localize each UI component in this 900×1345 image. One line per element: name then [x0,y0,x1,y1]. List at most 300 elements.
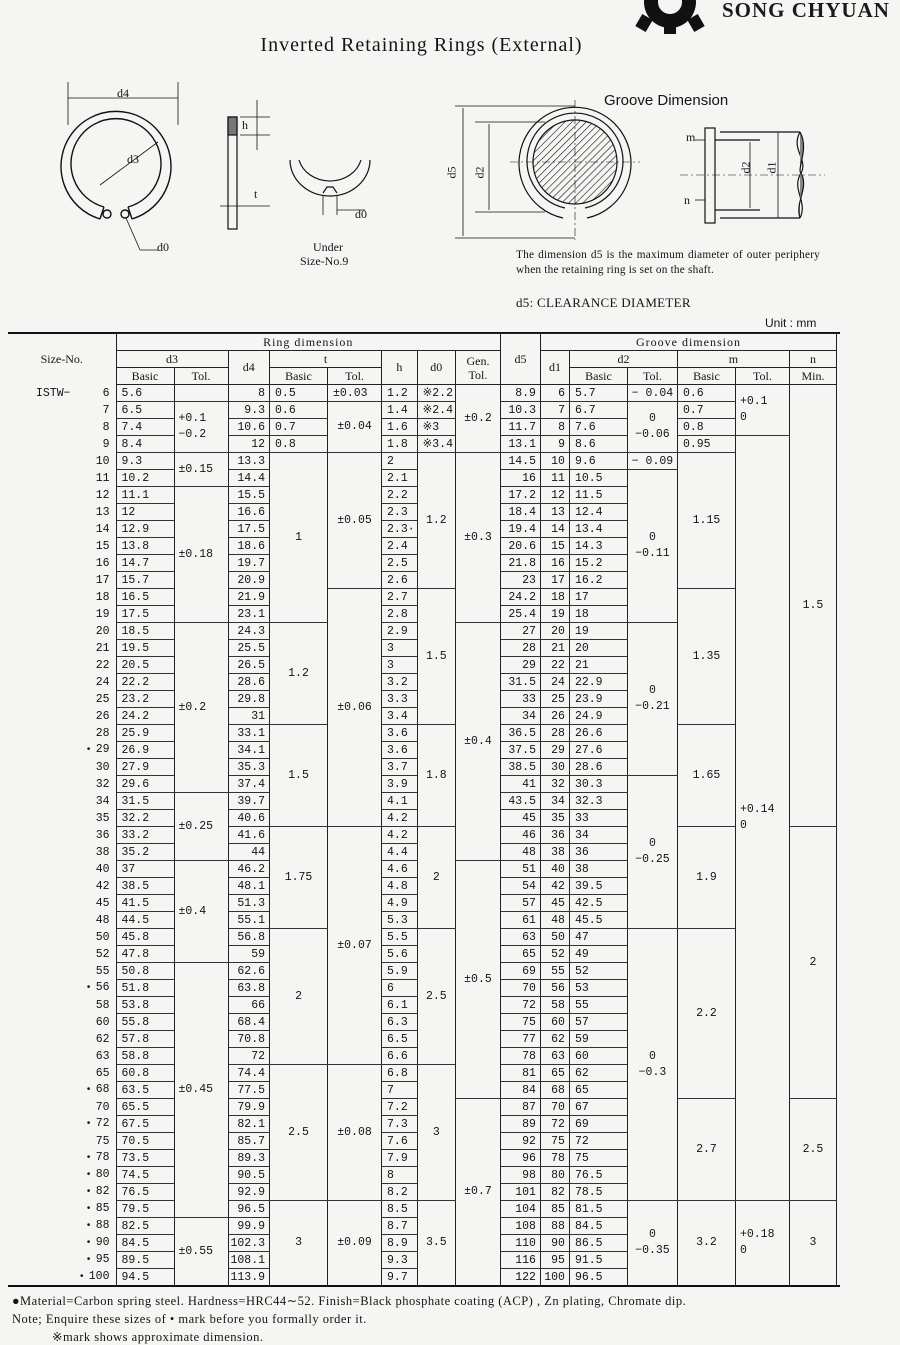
h-cell: 7.9 [382,1150,418,1167]
m-basic-cell: 0.7 [677,402,735,419]
d3-basic-cell: 31.5 [116,793,174,810]
size-value: 30 [95,760,110,774]
d3-basic-cell: 47.8 [116,946,174,963]
d5-cell: 13.1 [500,436,540,453]
enquire-mark-icon: • [85,1255,92,1266]
d1-cell: 28 [540,725,569,742]
d2-basic-cell: 11.5 [569,487,627,504]
d5-cell: 104 [500,1201,540,1218]
table-row [8,725,836,742]
size-value: 21 [95,641,110,655]
d3-basic-cell: 19.5 [116,640,174,657]
d1-cell: 90 [540,1235,569,1252]
d3-basic-cell: 51.8 [116,980,174,997]
d5-cell: 77 [500,1031,540,1048]
table-row [8,827,836,844]
d0-cell: 2.5 [417,929,455,1065]
d5-cell: 17.2 [500,487,540,504]
clearance-diameter-note: d5: CLEARANCE DIAMETER [516,295,691,310]
size-no-cell [8,776,116,793]
h-cell: 9.3 [382,1252,418,1269]
d3-basic-cell: 12 [116,504,174,521]
d5-cell: 81 [500,1065,540,1082]
h-cell: 2.2 [382,487,418,504]
d5-cell: 46 [500,827,540,844]
d3-tol-cell: ±0.55 [174,1218,228,1286]
enquire-mark-icon: • [85,1204,92,1215]
size-no-cell [8,674,116,691]
d3-basic-cell: 35.2 [116,844,174,861]
h-cell: 3.6 [382,742,418,759]
d3-basic-cell: 50.8 [116,963,174,980]
d3-basic-cell: 14.7 [116,555,174,572]
d3-basic-cell: 33.2 [116,827,174,844]
d2-basic-cell: 57 [569,1014,627,1031]
h-cell: 1.4 [382,402,418,419]
d2-basic-cell: 65 [569,1082,627,1099]
d0-cell: ※2.2 [417,385,455,402]
size-no-cell [8,1184,116,1201]
d5-cell: 63 [500,929,540,946]
header-size-no: Size-No. [8,334,116,385]
t-label: t [254,187,258,201]
footer-notes [12,1292,686,1345]
d0-label: d0 [157,240,169,254]
h-cell: 8.5 [382,1201,418,1218]
d3-basic-cell: 58.8 [116,1048,174,1065]
t-tol-cell: ±0.07 [328,827,382,1065]
size-value: 80 [95,1168,110,1181]
d2-basic-cell: 34 [569,827,627,844]
t-basic-cell: 0.6 [270,402,328,419]
d1-cell: 25 [540,691,569,708]
d2-tol-cell: 0 −0.11 [627,470,677,623]
size-no-cell [8,1048,116,1065]
d5-cell: 72 [500,997,540,1014]
d1-cell: 50 [540,929,569,946]
d3-basic-cell: 23.2 [116,691,174,708]
d5-cell: 65 [500,946,540,963]
h-cell: 2.8 [382,606,418,623]
d1-side-label: d1 [764,161,779,174]
d4-cell: 89.3 [228,1150,270,1167]
d4-cell: 31 [228,708,270,725]
d3-basic-cell: 73.5 [116,1150,174,1167]
table-row [8,929,836,946]
d5-cell: 61 [500,912,540,929]
d4-cell: 77.5 [228,1082,270,1099]
size-value: 14 [95,522,110,536]
d5-cell: 78 [500,1048,540,1065]
d1-cell: 15 [540,538,569,555]
d4-cell: 85.7 [228,1133,270,1150]
d5-cell: 110 [500,1235,540,1252]
d1-cell: 38 [540,844,569,861]
m-label: m [686,130,696,144]
d5-cell: 38.5 [500,759,540,776]
d2-basic-cell: 55 [569,997,627,1014]
d4-cell: 33.1 [228,725,270,742]
m-basic-cell: 0.95 [677,436,735,453]
header-d2: d2 [569,351,677,368]
size-value: 25 [95,692,110,706]
size-value: 18 [95,590,110,604]
size-no-cell [8,555,116,572]
h-cell: 2.1 [382,470,418,487]
d5-label: d5 [444,166,459,179]
header-d3-basic: Basic [116,368,174,385]
d5-cell: 14.5 [500,453,540,470]
d1-cell: 29 [540,742,569,759]
t-basic-cell: 2 [270,929,328,1065]
d0-cell: 1.2 [417,453,455,589]
size-no-cell [8,402,116,419]
t-tol-cell: ±0.04 [328,402,382,453]
d5-cell: 101 [500,1184,540,1201]
t-basic-cell: 1.75 [270,827,328,929]
d2-basic-cell: 62 [569,1065,627,1082]
d3-basic-cell: 60.8 [116,1065,174,1082]
h-cell: 3.6 [382,725,418,742]
d4-cell: 26.5 [228,657,270,674]
size-value: 32 [95,777,110,791]
d1-cell: 68 [540,1082,569,1099]
h-cell: 3.9 [382,776,418,793]
table-row [8,419,836,436]
d1-cell: 36 [540,827,569,844]
size-no-cell [8,1099,116,1116]
d1-cell: 7 [540,402,569,419]
size-no-cell [8,895,116,912]
d4-cell: 18.6 [228,538,270,555]
t-tol-cell: ±0.06 [328,589,382,827]
d1-cell: 70 [540,1099,569,1116]
d4-cell: 51.3 [228,895,270,912]
m-basic-cell: 1.9 [677,827,735,929]
d3-basic-cell: 41.5 [116,895,174,912]
d2-side-label: d2 [738,161,753,174]
d1-cell: 21 [540,640,569,657]
d3-basic-cell: 89.5 [116,1252,174,1269]
d3-basic-cell: 10.2 [116,470,174,487]
h-cell: 4.2 [382,827,418,844]
m-basic-cell: 2.7 [677,1099,735,1201]
d5-cell: 8.9 [500,385,540,402]
d5-cell: 48 [500,844,540,861]
d2-basic-cell: 21 [569,657,627,674]
h-cell: 6.1 [382,997,418,1014]
size-no-cell [8,963,116,980]
d4-cell: 17.5 [228,521,270,538]
size-value: 88 [95,1219,110,1232]
size-no-cell [8,453,116,470]
m-tol-cell: +0.14 0 [735,436,789,1201]
size-value: 7 [102,403,110,417]
d1-cell: 85 [540,1201,569,1218]
d3-basic-cell: 13.8 [116,538,174,555]
d1-cell: 45 [540,895,569,912]
size-value: 15 [95,539,110,553]
d1-cell: 17 [540,572,569,589]
enquire-mark-icon: • [85,1153,92,1164]
size-value: 58 [95,998,110,1012]
enquire-mark-icon: • [85,1170,92,1181]
d5-cell: 27 [500,623,540,640]
size-value: 90 [95,1236,110,1249]
d5-cell: 45 [500,810,540,827]
d5-cell: 89 [500,1116,540,1133]
size-no-cell [8,521,116,538]
d1-cell: 9 [540,436,569,453]
d2-basic-cell: 27.6 [569,742,627,759]
d2-basic-cell: 59 [569,1031,627,1048]
d0-cell: ※2.4 [417,402,455,419]
enquire-mark-icon: • [78,1272,85,1283]
d4-cell: 19.7 [228,555,270,572]
h-cell: 3 [382,640,418,657]
d1-cell: 13 [540,504,569,521]
n-min-cell: 2 [789,827,836,1099]
h-cell: 4.1 [382,793,418,810]
d5-cell: 70 [500,980,540,997]
d4-cell: 16.6 [228,504,270,521]
h-cell: 3.7 [382,759,418,776]
t-tol-cell: ±0.05 [328,453,382,589]
t-basic-cell: 2.5 [270,1065,328,1201]
d5-explanation-note: The dimension d5 is the maximum diameter of outer periphery when the retaining ring is set on the shaft. [516,249,820,276]
size-value: 12 [95,488,110,502]
d4-cell: 10.6 [228,419,270,436]
d2-tol-cell: 0 −0.06 [627,402,677,453]
size-value: 34 [95,794,110,808]
enquire-mark-icon: • [85,745,92,756]
d2-tol-cell: 0 −0.21 [627,623,677,776]
h-cell: 6.5 [382,1031,418,1048]
header-groove-dimension: Groove dimension [540,334,836,351]
h-cell: 2.9 [382,623,418,640]
size-no-cell [8,1201,116,1218]
size-value: 62 [95,1032,110,1046]
d2-basic-cell: 45.5 [569,912,627,929]
d5-cell: 75 [500,1014,540,1031]
d4-cell: 8 [228,385,270,402]
size-no-cell [8,1218,116,1235]
size-no-cell [8,708,116,725]
d2-basic-cell: 28.6 [569,759,627,776]
header-d3: d3 [116,351,228,368]
h-cell: 1.2 [382,385,418,402]
size-value: 100 [88,1270,110,1283]
size-value: 9 [102,437,110,451]
d2-basic-cell: 84.5 [569,1218,627,1235]
size-no-cell [8,742,116,759]
d4-cell: 24.3 [228,623,270,640]
d3-tol-cell: ±0.2 [174,623,228,793]
size-value: 38 [95,845,110,859]
d2-basic-cell: 5.7 [569,385,627,402]
d1-cell: 14 [540,521,569,538]
header-d1: d1 [540,351,569,385]
d1-cell: 56 [540,980,569,997]
size-no-cell [8,810,116,827]
size-no-cell [8,759,116,776]
d3-basic-cell: 65.5 [116,1099,174,1116]
groove-side-drawing [680,120,830,230]
h-cell: 6 [382,980,418,997]
d3-basic-cell: 7.4 [116,419,174,436]
h-cell: 4.4 [382,844,418,861]
d1-cell: 60 [540,1014,569,1031]
header-t-tol: Tol. [328,368,382,385]
h-cell: 7.3 [382,1116,418,1133]
d0-cell: 3 [417,1065,455,1201]
size-value: 55 [95,964,110,978]
table-row [8,1201,836,1218]
h-cell: 6.6 [382,1048,418,1065]
t-basic-cell: 1.5 [270,725,328,827]
header-d5: d5 [500,334,540,385]
d2-basic-cell: 36 [569,844,627,861]
size-no-cell [8,1150,116,1167]
size-value: 50 [95,930,110,944]
d5-cell: 51 [500,861,540,878]
d4-cell: 12 [228,436,270,453]
d4-cell: 70.8 [228,1031,270,1048]
d5-cell: 16 [500,470,540,487]
d3-basic-cell: 32.2 [116,810,174,827]
d4-cell: 44 [228,844,270,861]
d5-cell: 43.5 [500,793,540,810]
d2-basic-cell: 81.5 [569,1201,627,1218]
d3-basic-cell: 6.5 [116,402,174,419]
d5-cell: 34 [500,708,540,725]
d1-cell: 82 [540,1184,569,1201]
size-value: 11 [95,471,110,485]
size-no-cell [8,691,116,708]
d0-cell: 1.8 [417,725,455,827]
d1-cell: 6 [540,385,569,402]
d1-cell: 58 [540,997,569,1014]
size-value: 16 [95,556,110,570]
d1-cell: 18 [540,589,569,606]
d4-cell: 68.4 [228,1014,270,1031]
d2-basic-cell: 69 [569,1116,627,1133]
d1-cell: 34 [540,793,569,810]
d3-basic-cell: 22.2 [116,674,174,691]
dimension-table [8,333,837,1286]
d2-basic-cell: 16.2 [569,572,627,589]
under-label: Under [313,240,343,254]
enquire-mark-icon: • [85,1187,92,1198]
t-basic-cell: 3 [270,1201,328,1286]
d2-basic-cell: 52 [569,963,627,980]
d4-cell: 59 [228,946,270,963]
size-no-cell [8,929,116,946]
size-no-cell [8,1252,116,1269]
d2-basic-cell: 17 [569,589,627,606]
table-row [8,436,836,453]
d5-cell: 31.5 [500,674,540,691]
size-no-cell [8,1133,116,1150]
h-cell: 7.2 [382,1099,418,1116]
d4-cell: 35.3 [228,759,270,776]
table-row [8,453,836,470]
d3-basic-cell: 11.1 [116,487,174,504]
size-no-cell [8,1014,116,1031]
size-no-cell [8,419,116,436]
d1-cell: 40 [540,861,569,878]
d4-cell: 113.9 [228,1269,270,1286]
size-no-cell [8,1082,116,1099]
h-cell: 7.6 [382,1133,418,1150]
d4-cell: 28.6 [228,674,270,691]
d5-cell: 92 [500,1133,540,1150]
d1-cell: 30 [540,759,569,776]
d5-cell: 25.4 [500,606,540,623]
h-cell: 5.9 [382,963,418,980]
d3-tol-cell: ±0.4 [174,861,228,963]
d2-basic-cell: 67 [569,1099,627,1116]
d5-cell: 84 [500,1082,540,1099]
gen-tol-cell: ±0.5 [455,861,500,1099]
d5-cell: 20.6 [500,538,540,555]
h-cell: 4.8 [382,878,418,895]
t-basic-cell: 0.7 [270,419,328,436]
d3-tol-cell: ±0.25 [174,793,228,861]
d1-cell: 11 [540,470,569,487]
d4-cell: 46.2 [228,861,270,878]
h-cell: 2.3· [382,521,418,538]
d2-basic-cell: 78.5 [569,1184,627,1201]
d2-basic-cell: 91.5 [569,1252,627,1269]
d5-cell: 96 [500,1150,540,1167]
size-value: 63 [95,1049,110,1063]
d5-cell: 24.2 [500,589,540,606]
d2-label: d2 [472,166,487,179]
d3-tol-cell: +0.1 −0.2 [174,402,228,453]
size-value: 78 [95,1151,110,1164]
approximate-note: ※mark shows approximate dimension. [52,1330,264,1344]
gen-tol-cell: ±0.2 [455,385,500,453]
d5-cell: 116 [500,1252,540,1269]
size-no-cell [8,623,116,640]
d2-basic-cell: 20 [569,640,627,657]
d4-cell: 23.1 [228,606,270,623]
gen-tol-cell: ±0.7 [455,1099,500,1286]
d5-cell: 10.3 [500,402,540,419]
size-value: 45 [95,896,110,910]
d1-cell: 26 [540,708,569,725]
ring-drawing [40,80,190,265]
size-value: 52 [95,947,110,961]
d1-cell: 65 [540,1065,569,1082]
d3-basic-cell: 16.5 [116,589,174,606]
d3-basic-cell: 76.5 [116,1184,174,1201]
d0-cell: 2 [417,827,455,929]
d5-cell: 23 [500,572,540,589]
size-no-cell [8,436,116,453]
header-m: m [677,351,789,368]
d3-basic-cell: 55.8 [116,1014,174,1031]
t-tol-cell: ±0.08 [328,1065,382,1201]
h-cell: 9.7 [382,1269,418,1286]
d2-basic-cell: 18 [569,606,627,623]
d2-basic-cell: 72 [569,1133,627,1150]
d2-basic-cell: 39.5 [569,878,627,895]
d1-cell: 52 [540,946,569,963]
header-d3-tol: Tol. [174,368,228,385]
size-prefix: ISTW− [36,386,71,400]
